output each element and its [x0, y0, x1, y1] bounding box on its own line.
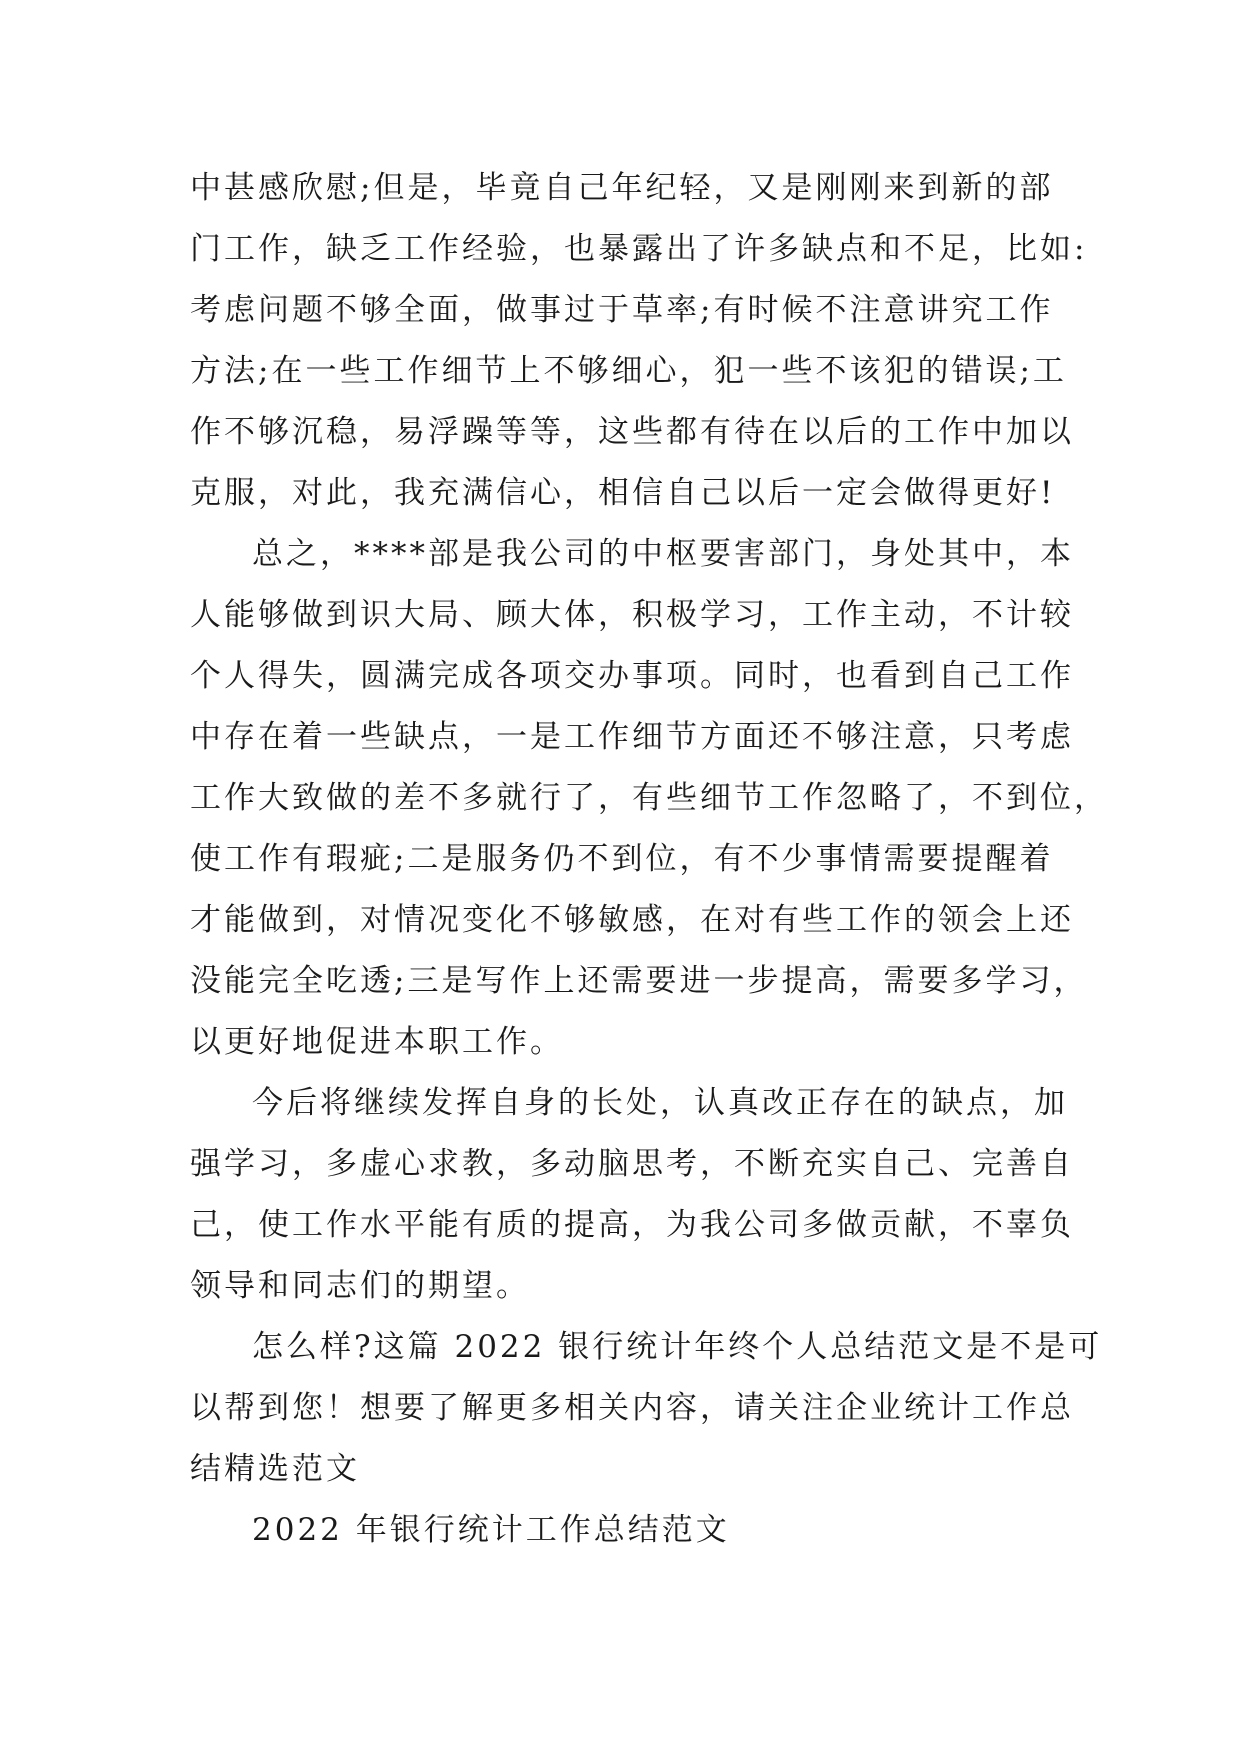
paragraph-summary [190, 524, 1108, 1073]
paragraph-closing [190, 1317, 1103, 1500]
text-line: 怎么样?这篇 2022 银行统计年终个人总结范文是不是可 [252, 1329, 1103, 1365]
document-body [190, 158, 1108, 1561]
text-line: 强学习，多虚心求教，多动脑思考，不断充实自己、完善自 [190, 1146, 1074, 1182]
text-line: 己，使工作水平能有质的提高，为我公司多做贡献，不辜负 [190, 1207, 1074, 1243]
text-line: 方法;在一些工作细节上不够细心，犯一些不该犯的错误;工 [190, 353, 1067, 389]
section-heading [190, 1500, 1050, 1561]
text-line: 以更好地促进本职工作。 [190, 1024, 564, 1060]
paragraph-future [190, 1073, 1074, 1317]
text-line: 作不够沉稳，易浮躁等等，这些都有待在以后的工作中加以 [190, 414, 1074, 450]
text-line: 中存在着一些缺点，一是工作细节方面还不够注意，只考虑 [190, 719, 1074, 755]
text-line: 考虑问题不够全面，做事过于草率;有时候不注意讲究工作 [190, 292, 1054, 328]
text-line: 门工作，缺乏工作经验，也暴露出了许多缺点和不足，比如: [190, 231, 1088, 267]
text-line: 领导和同志们的期望。 [190, 1268, 530, 1304]
text-line: 以帮到您！想要了解更多相关内容，请关注企业统计工作总 [190, 1390, 1074, 1426]
text-line: 克服，对此，我充满信心，相信自己以后一定会做得更好! [190, 475, 1056, 511]
text-line: 才能做到，对情况变化不够敏感，在对有些工作的领会上还 [190, 902, 1074, 938]
text-line: 个人得失，圆满完成各项交办事项。同时，也看到自己工作 [190, 658, 1074, 694]
heading-text: 2022 年银行统计工作总结范文 [252, 1512, 730, 1548]
text-line: 中甚感欣慰;但是，毕竟自己年纪轻，又是刚刚来到新的部 [190, 170, 1054, 206]
text-line: 今后将继续发挥自身的长处，认真改正存在的缺点，加 [252, 1085, 1068, 1121]
text-line: 人能够做到识大局、顾大体，积极学习，工作主动，不计较 [190, 597, 1074, 633]
text-line: 工作大致做的差不多就行了，有些细节工作忽略了，不到位， [190, 780, 1108, 816]
text-line: 使工作有瑕疵;二是服务仍不到位，有不少事情需要提醒着 [190, 841, 1054, 877]
text-line: 结精选范文 [190, 1451, 360, 1487]
paragraph-continuation [190, 158, 1088, 524]
text-line: 总之，****部是我公司的中枢要害部门，身处其中，本 [252, 536, 1074, 572]
text-line: 没能完全吃透;三是写作上还需要进一步提高，需要多学习， [190, 963, 1088, 999]
